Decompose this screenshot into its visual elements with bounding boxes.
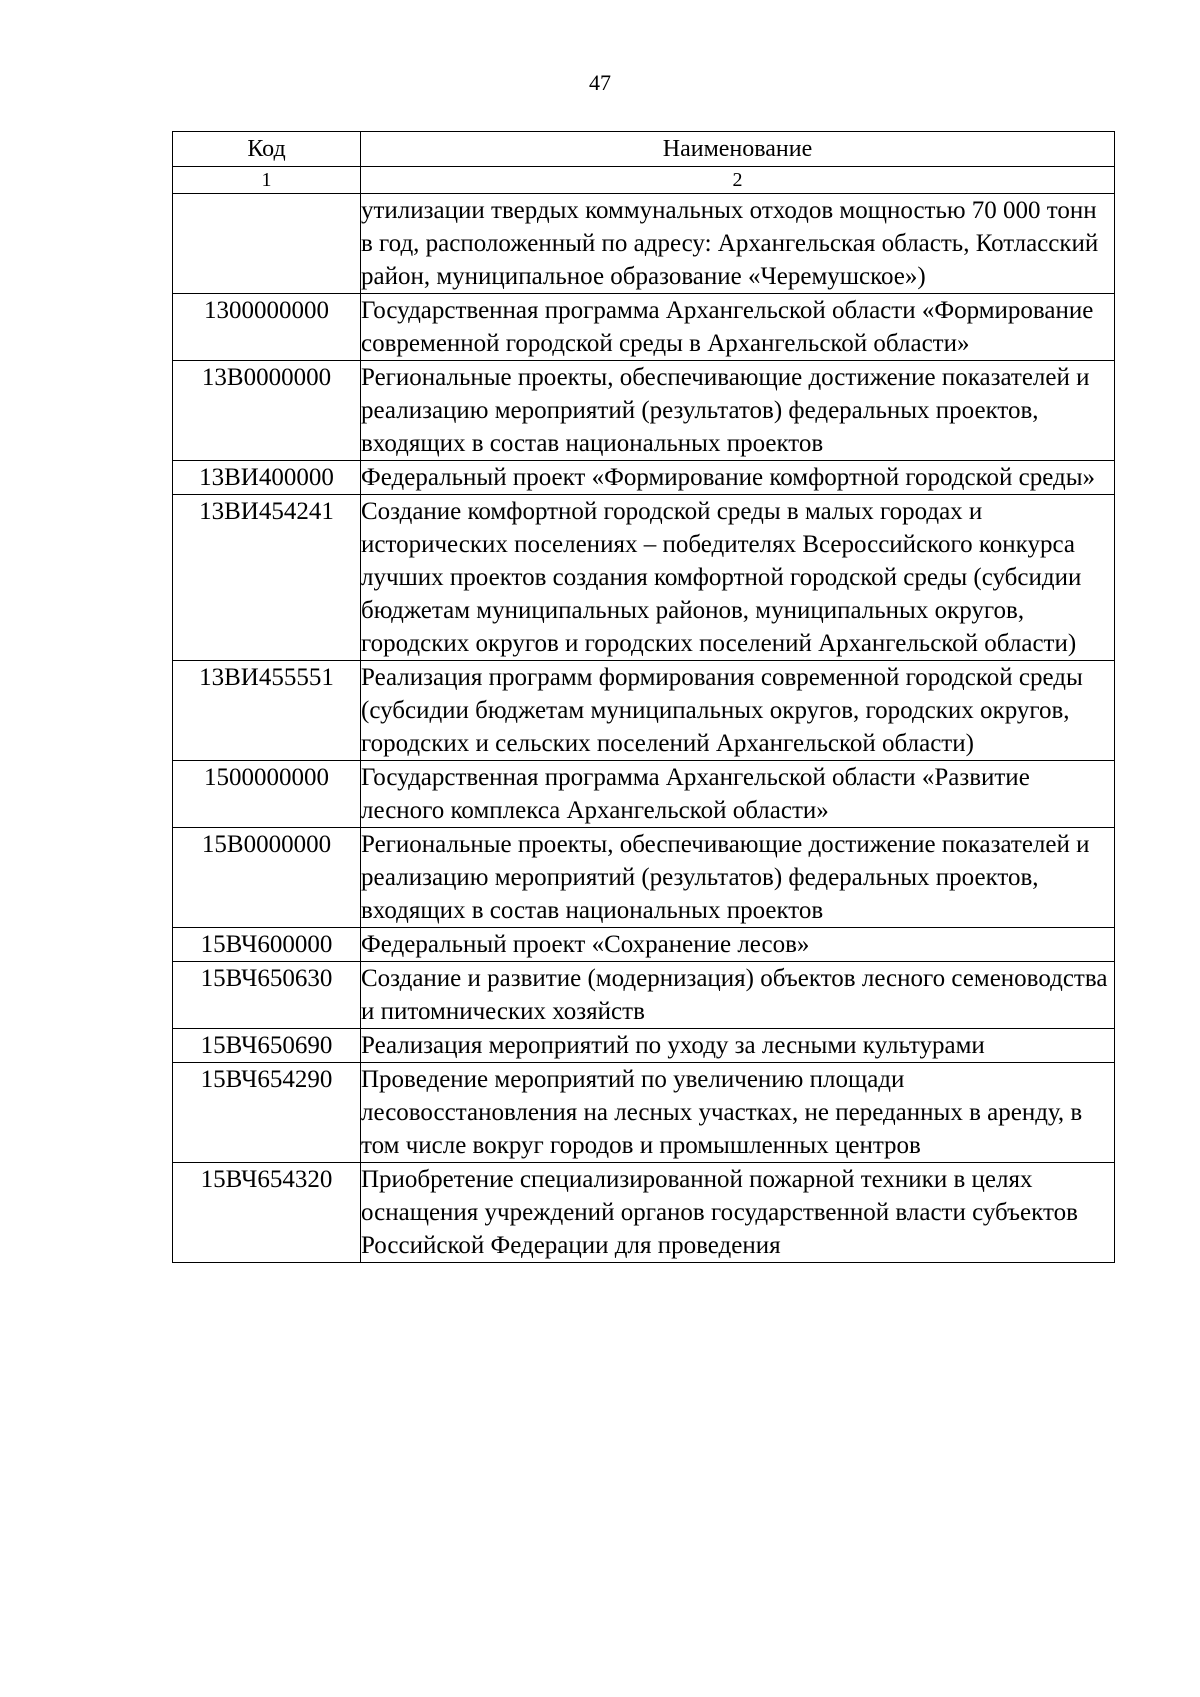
table-row (173, 761, 1115, 828)
table-row (173, 1163, 1115, 1263)
row-code: 1500000000 (173, 761, 361, 828)
row-name: Реализация мероприятий по уходу за лесными культурами (361, 1029, 1115, 1063)
row-name: Федеральный проект «Сохранение лесов» (361, 928, 1115, 962)
table-row (173, 1029, 1115, 1063)
row-name: Региональные проекты, обеспечивающие достижение показателей и реализацию мероприятий (результатов) федеральных проектов, входящих в состав национальных проектов (361, 828, 1115, 928)
row-code: 13ВИ400000 (173, 461, 361, 495)
table-row (173, 294, 1115, 361)
page-number: 47 (589, 70, 611, 95)
header-name: Наименование (361, 132, 1115, 167)
table-row (173, 194, 1115, 294)
table-row (173, 928, 1115, 962)
row-name: Региональные проекты, обеспечивающие достижение показателей и реализацию мероприятий (результатов) федеральных проектов, входящих в состав национальных проектов (361, 361, 1115, 461)
column-number-row (173, 167, 1115, 194)
table-row (173, 461, 1115, 495)
row-name: Приобретение специализированной пожарной техники в целях оснащения учреждений органов государственной власти субъектов Российской Федерации для проведения (361, 1163, 1115, 1263)
row-name: Федеральный проект «Формирование комфортной городской среды» (361, 461, 1115, 495)
row-name: Государственная программа Архангельской области «Развитие лесного комплекса Архангельской области» (361, 761, 1115, 828)
row-code: 15ВЧ654320 (173, 1163, 361, 1263)
row-code: 15ВЧ654290 (173, 1063, 361, 1163)
table-row (173, 661, 1115, 761)
column-number-2: 2 (361, 167, 1115, 194)
budget-code-table (172, 131, 1115, 1263)
table-row (173, 361, 1115, 461)
table-row (173, 828, 1115, 928)
row-code: 1300000000 (173, 294, 361, 361)
row-name: Создание и развитие (модернизация) объектов лесного семеноводства и питомнических хозяйств (361, 962, 1115, 1029)
row-name: утилизации твердых коммунальных отходов мощностью 70 000 тонн в год, расположенный по адресу: Архангельская область, Котласский район, муниципальное образование «Черемушское») (361, 194, 1115, 294)
row-name: Проведение мероприятий по увеличению площади лесовосстановления на лесных участках, не переданных в аренду, в том числе вокруг городов и промышленных центров (361, 1063, 1115, 1163)
row-name: Создание комфортной городской среды в малых городах и исторических поселениях – победителях Всероссийского конкурса лучших проектов создания комфортной городской среды (субсидии бюджетам муниципальных районов, муниципальных округов, городских округов и городских поселений Архангельской области) (361, 495, 1115, 661)
row-name: Государственная программа Архангельской области «Формирование современной городской среды в Архангельской области» (361, 294, 1115, 361)
table-row (173, 962, 1115, 1029)
row-code: 15В0000000 (173, 828, 361, 928)
table-row (173, 495, 1115, 661)
row-code: 15ВЧ650690 (173, 1029, 361, 1063)
header-code: Код (173, 132, 361, 167)
row-code: 15ВЧ650630 (173, 962, 361, 1029)
column-number-1: 1 (173, 167, 361, 194)
table-row (173, 1063, 1115, 1163)
row-code: 15ВЧ600000 (173, 928, 361, 962)
row-code: 13В0000000 (173, 361, 361, 461)
header-row (173, 132, 1115, 167)
row-code: 13ВИ455551 (173, 661, 361, 761)
row-code (173, 194, 361, 294)
row-code: 13ВИ454241 (173, 495, 361, 661)
row-name: Реализация программ формирования современной городской среды (субсидии бюджетам муниципальных округов, городских округов, городских и сельских поселений Архангельской области) (361, 661, 1115, 761)
